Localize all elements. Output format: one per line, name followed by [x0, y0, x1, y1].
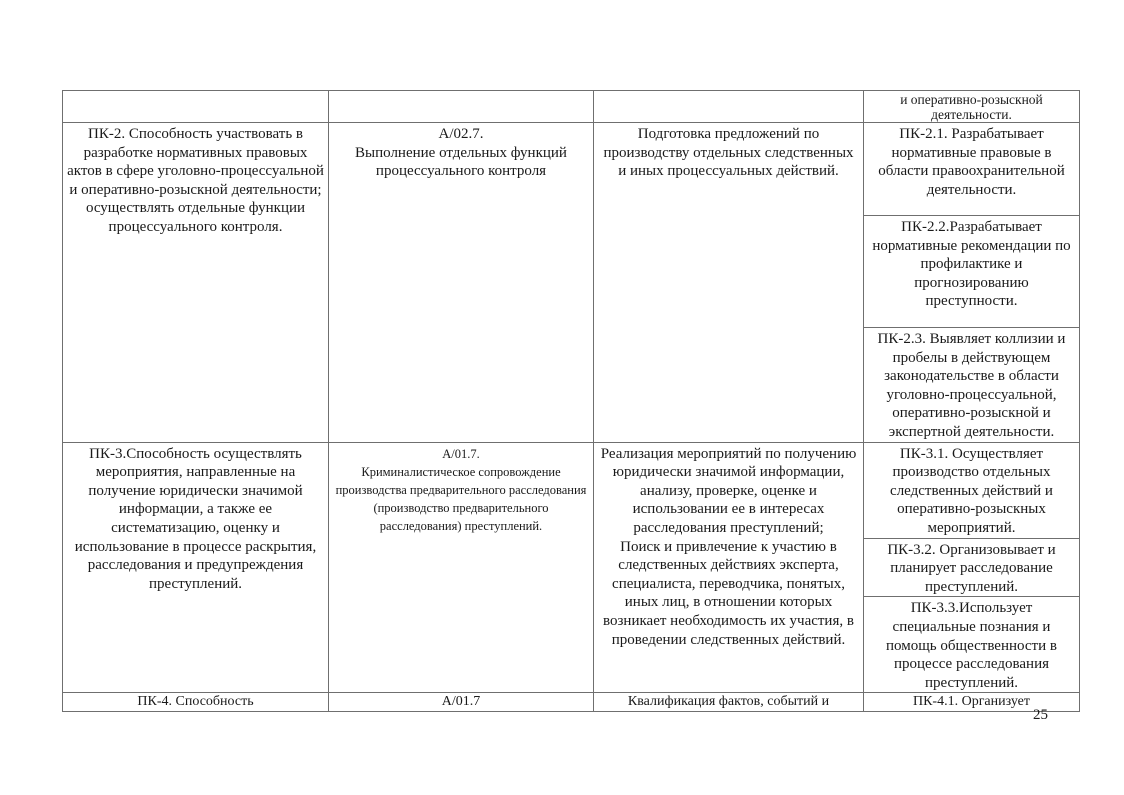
pk2-function-code: А/02.7. — [438, 126, 484, 142]
cell-pk2-indicator-1: ПК-2.1. Разрабатывает нормативные правовые в области правоохранительной деятельности. — [864, 123, 1080, 216]
cell-pk4-indicator: ПК-4.1. Организует — [864, 693, 1080, 712]
cell-pk3-competence: ПК-3.Способность осуществлять мероприятия, направленные на получение юридически значимой информации, а также ее систематизацию, оценку и использование в процессе раскрытия, расследования и предупреждения преступлений. — [63, 442, 329, 693]
cell-pk2-function — [329, 123, 594, 443]
cell-pk2-indicator-3: ПК-2.3. Выявляет коллизии и пробелы в действующем законодательстве в области уголовно-процессуальной, оперативно-розыскной и экспертной деятельности. — [864, 328, 1080, 443]
table-row-pk4 — [63, 693, 1080, 712]
table-row-continuation — [63, 91, 1080, 123]
competency-table — [62, 90, 1080, 712]
cell-pk4-competence: ПК-4. Способность — [63, 693, 329, 712]
cell-cont-competence — [63, 91, 329, 123]
cell-cont-actions — [594, 91, 864, 123]
cell-pk3-actions — [594, 442, 864, 693]
table-row-pk2-1 — [63, 123, 1080, 216]
cell-pk4-actions: Квалификация фактов, событий и — [594, 693, 864, 712]
cell-pk3-indicator-3: ПК-3.3.Использует специальные познания и помощь общественности в процессе расследования преступлений. — [864, 597, 1080, 693]
cell-pk2-actions: Подготовка предложений по производству отдельных следственных и иных процессуальных действий. — [594, 123, 864, 443]
pk3-actions-paragraph-2: Поиск и привлечение к участию в следственных действиях эксперта, специалиста, переводчика, понятых, иных лиц, в отношении которых возникает необходимость их участия, в проведении следственных действий. — [603, 538, 854, 648]
pk3-function-code: А/01.7. — [442, 446, 480, 461]
table-row-pk3-1 — [63, 442, 1080, 538]
pk3-actions-paragraph-1: Реализация мероприятий по получению юридически значимой информации, анализу, проверке, оценке и использовании ее в интересах расследования преступлений; — [600, 445, 857, 536]
cell-pk2-competence: ПК-2. Способность участвовать в разработке нормативных правовых актов в сфере уголовно-процессуальной и оперативно-розыскной деятельности; осуществлять отдельные функции процессуального контроля. — [63, 123, 329, 443]
pk2-function-name: Выполнение отдельных функций процессуального контроля — [355, 144, 567, 180]
cell-cont-function — [329, 91, 594, 123]
cell-pk3-indicator-2: ПК-3.2. Организовывает и планирует расследование преступлений. — [864, 538, 1080, 597]
cell-pk3-function — [329, 442, 594, 693]
cell-cont-indicator: и оперативно-розыскной деятельности. — [864, 91, 1080, 123]
page-number: 25 — [1033, 707, 1048, 723]
cell-pk2-indicator-2: ПК-2.2.Разрабатывает нормативные рекомендации по профилактике и прогнозированию преступности. — [864, 216, 1080, 328]
cell-pk4-function-code: А/01.7 — [329, 693, 594, 712]
cell-pk3-indicator-1: ПК-3.1. Осуществляет производство отдельных следственных действий и оперативно-розыскных мероприятий. — [864, 442, 1080, 538]
pk3-function-name: Криминалистическое сопровождение производства предварительного расследования (производство предварительного расследования) преступлений. — [335, 464, 587, 533]
